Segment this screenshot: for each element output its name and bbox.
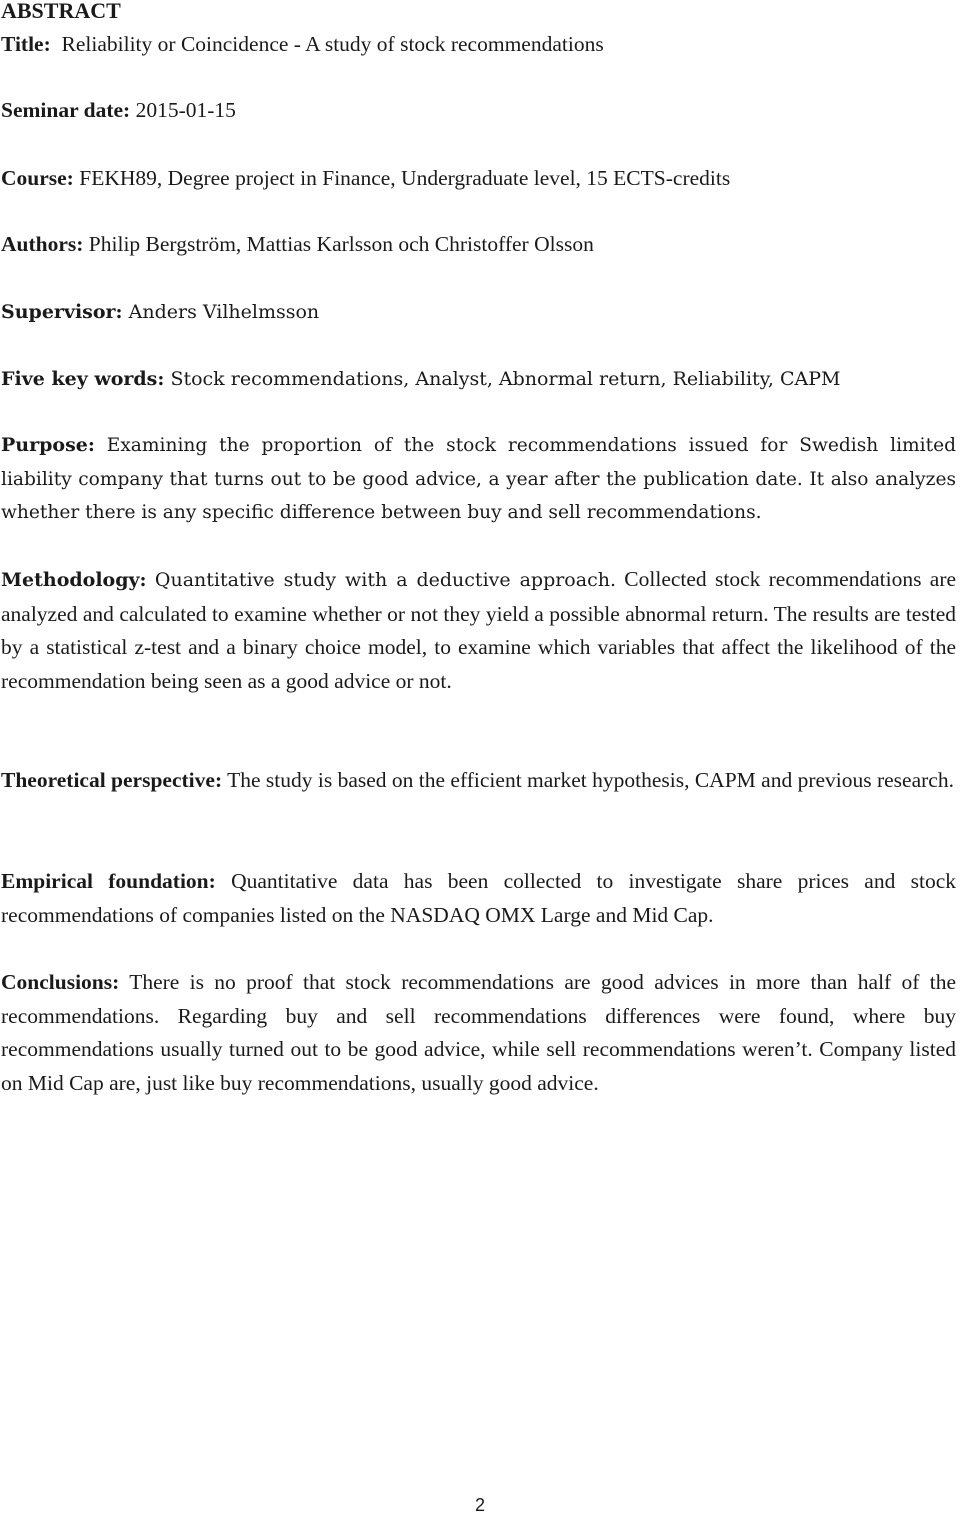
course-value: FEKH89, Degree project in Finance, Undergraduate level, 15 ECTS-credits (79, 166, 731, 190)
seminar-date-value: 2015-01-15 (135, 98, 236, 122)
course-label: Course: (1, 166, 74, 190)
key-words-field (1, 363, 955, 397)
conclusions-label: Conclusions: (1, 970, 120, 994)
title-value: Reliability or Coincidence - A study of stock recommendations (61, 32, 604, 56)
empirical-foundation-value: Quantitative data has been collected to investigate share prices and stock recommendations of companies listed on the NASDAQ OMX Large and Mid Cap. (1, 869, 957, 927)
title-label: Title: (1, 32, 51, 56)
supervisor-label: Supervisor: (1, 301, 123, 323)
authors-value: Philip Bergström, Mattias Karlsson och Christoffer Olsson (88, 232, 594, 256)
theoretical-perspective-value: The study is based on the efficient market hypothesis, CAPM and previous research. (227, 768, 954, 792)
key-words-value: Stock recommendations, Analyst, Abnormal return, Reliability, CAPM (170, 368, 841, 390)
page-number: 2 (474, 1495, 485, 1515)
key-words-label: Five key words: (1, 368, 165, 390)
purpose-paragraph (1, 429, 956, 530)
methodology-value-part1: Quantitative study with a deductive approach. (154, 569, 616, 591)
abstract-heading: ABSTRACT (1, 0, 121, 23)
supervisor-field (1, 296, 955, 330)
authors-label: Authors: (1, 232, 84, 256)
purpose-label: Purpose: (1, 434, 95, 456)
theoretical-perspective-paragraph (1, 764, 956, 798)
conclusions-paragraph (1, 966, 956, 1100)
purpose-value: Examining the proportion of the stock recommendations issued for Swedish limited liability company that turns out to be good advice, a year after the publication date. It also analyzes whether there is any specific difference between buy and sell recommendations. (1, 435, 956, 524)
course-field (1, 162, 955, 196)
methodology-label: Methodology: (1, 569, 147, 591)
theoretical-perspective-label: Theoretical perspective: (1, 768, 223, 792)
authors-field (1, 228, 955, 262)
empirical-foundation-label: Empirical foundation: (1, 869, 216, 893)
seminar-date-field (1, 94, 955, 128)
conclusions-value: There is no proof that stock recommendations are good advices in more than half of the recommendations. Regarding buy and sell recommendations differences were found, where buy recommendations usually turned out to be good advice, while sell recommendations weren’t. Company listed on Mid Cap are, just like buy recommendations, usually good advice. (1, 970, 956, 1095)
methodology-paragraph (1, 563, 956, 698)
methodology-value-part2: Collected stock recommendations are analyzed and calculated to examine whether or not they yield a possible abnormal return. The results are tested by a statistical z-test and a binary choice model, to examine which variables that affect the likelihood of the recommendation being seen as a good advice or not. (1, 567, 957, 693)
seminar-date-label: Seminar date: (1, 98, 131, 122)
empirical-foundation-paragraph (1, 865, 956, 932)
title-field (1, 28, 955, 62)
supervisor-value: Anders Vilhelmsson (128, 301, 320, 323)
